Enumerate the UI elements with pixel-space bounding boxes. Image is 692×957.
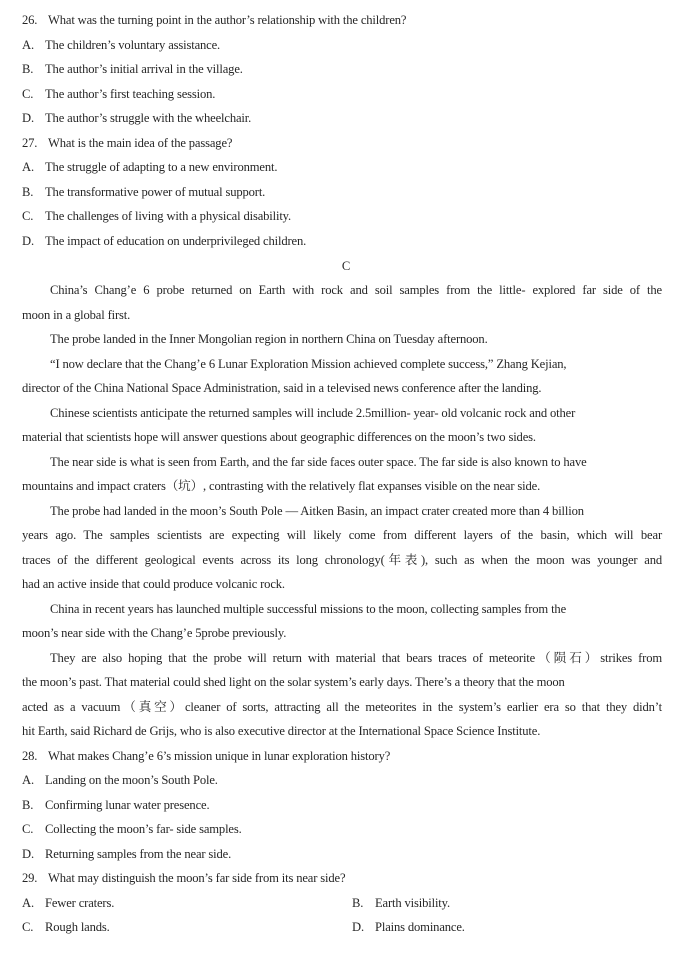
question-text: What may distinguish the moon’s far side from its near side? [48,871,346,885]
section-heading: C [341,259,351,273]
option-text: The struggle of adapting to a new environment. [45,160,278,174]
option-label: B. [352,896,364,910]
option-text: The author’s struggle with the wheelchair. [45,111,252,125]
option-label: C. [22,209,34,223]
passage-line: moon in a global first. [22,308,131,322]
passage-line: Chinese scientists anticipate the returned samples will include 2.5million- year- old volcanic rock and other [50,406,576,420]
passage-line: China in recent years has launched multiple successful missions to the moon, collecting samples from the [50,602,567,616]
question-number: 27. [22,136,38,150]
passage-line: The probe had landed in the moon’s South Pole — Aitken Basin, an impact crater created more than 4 billion [50,504,584,518]
question-27 [22,135,232,151]
passage-line: “I now declare that the Chang’e 6 Lunar Exploration Mission achieved complete success,” Zhang Kejian, [50,357,567,371]
question-28 [22,748,390,764]
option-text: Plains dominance. [375,920,465,934]
question-number: 28. [22,749,38,763]
option-label: C. [22,920,34,934]
option-26-b [22,61,243,77]
option-label: A. [22,160,34,174]
passage-line: had an active inside that could produce volcanic rock. [22,577,285,591]
option-27-c [22,208,291,224]
passage-line: The probe landed in the Inner Mongolian region in northern China on Tuesday afternoon. [50,332,488,346]
option-label: D. [22,847,34,861]
option-text: The author’s first teaching session. [45,87,216,101]
option-29-d [352,919,465,935]
option-text: Returning samples from the near side. [45,847,232,861]
option-29-b [352,895,450,911]
option-26-c [22,86,215,102]
passage-line: the moon’s past. That material could shed light on the solar system’s early days. There’s a theory that the moon [22,675,565,689]
passage-line: years ago. The samples scientists are expecting will likely come from different layers of the basin, which will bear [22,528,662,542]
option-27-b [22,184,265,200]
option-text: The challenges of living with a physical disability. [45,209,291,223]
passage-line: moon’s near side with the Chang’e 5probe previously. [22,626,287,640]
option-label: D. [352,920,364,934]
option-29-c [22,919,110,935]
option-text: Landing on the moon’s South Pole. [45,773,218,787]
passage-line: traces of the different geological events across its long chronology(年表), such as when the moon was younger and [22,553,662,567]
passage-line: They are also hoping that the probe will return with material that bears traces of meteorite（陨石）strikes from [50,651,662,665]
option-text: Confirming lunar water presence. [45,798,210,812]
option-label: B. [22,185,34,199]
option-28-b [22,797,209,813]
question-number: 26. [22,13,38,27]
option-text: Earth visibility. [375,896,450,910]
passage-line: The near side is what is seen from Earth, and the far side faces outer space. The far side is also known to have [50,455,587,469]
question-text: What makes Chang’e 6’s mission unique in lunar exploration history? [48,749,391,763]
option-label: D. [22,234,34,248]
option-label: B. [22,62,34,76]
option-26-d [22,110,251,126]
option-28-c [22,821,242,837]
passage-line: director of the China National Space Administration, said in a televised news conference after the landing. [22,381,542,395]
option-label: A. [22,773,34,787]
option-28-d [22,846,231,862]
option-label: B. [22,798,34,812]
question-29 [22,870,345,886]
option-text: The impact of education on underprivileged children. [45,234,307,248]
passage-line: acted as a vacuum（真空）cleaner of sorts, attracting all the meteorites in the system’s earlier era so that they didn’t [22,700,662,714]
option-text: Collecting the moon’s far- side samples. [45,822,242,836]
option-label: A. [22,38,34,52]
option-26-a [22,37,220,53]
question-26 [22,12,406,28]
option-text: The children’s voluntary assistance. [45,38,221,52]
question-number: 29. [22,871,38,885]
passage-line: mountains and impact craters（坑）, contrasting with the relatively flat expanses visible on the near side. [22,479,541,493]
passage-line: China’s Chang’e 6 probe returned on Earth with rock and soil samples from the little- explored far side of the [50,283,662,297]
option-27-a [22,159,277,175]
question-text: What is the main idea of the passage? [48,136,233,150]
option-text: Fewer craters. [45,896,115,910]
option-29-a [22,895,114,911]
passage-line: material that scientists hope will answer questions about geographic differences on the moon’s two sides. [22,430,536,444]
option-text: Rough lands. [45,920,110,934]
question-text: What was the turning point in the author’s relationship with the children? [48,13,407,27]
option-28-a [22,772,218,788]
option-27-d [22,233,306,249]
option-label: C. [22,87,34,101]
option-text: The transformative power of mutual support. [45,185,266,199]
passage-line: hit Earth, said Richard de Grijs, who is also executive director at the International Space Science Institute. [22,724,541,738]
option-label: D. [22,111,34,125]
option-label: C. [22,822,34,836]
option-text: The author’s initial arrival in the village. [45,62,243,76]
option-label: A. [22,896,34,910]
